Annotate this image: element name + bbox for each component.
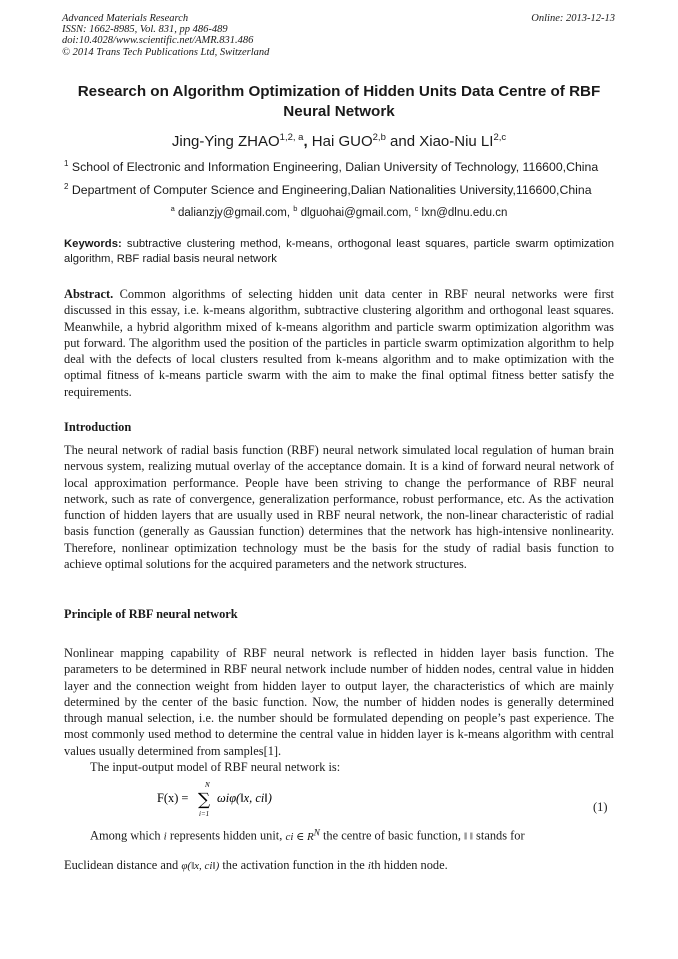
math-ci-expression: ci ∈ R (285, 830, 314, 843)
model-intro-line: The input-output model of RBF neural network is: (90, 760, 341, 774)
principle-paragraph: Nonlinear mapping capability of RBF neural network is reflected in hidden layer basis function. The parameters to be determined in RBF neural network include number of hidden nodes, central value in hidden layer and the connection weight from hidden layer to output layer, the characteristics of which are mainly determined by the center of the basic function. Now, the number of hidden nodes is generally determined through manual selection, i.e. the number should be formulated depending on people’s past experience. The most commonly used method to determine the central value in hidden layer is k-means algorithm with central values usually determined from samples[1]. (64, 646, 614, 758)
author-superscript: 2,c (493, 132, 507, 143)
section-heading-introduction: Introduction (64, 420, 132, 434)
variable-description-line-1 (90, 824, 620, 845)
author-separator: , (303, 133, 312, 150)
journal-doi: doi:10.4028/www.scientific.net/AMR.831.486 (62, 35, 254, 47)
email-superscript: b (293, 204, 298, 213)
description-text: the centre of basic function, (319, 828, 465, 843)
journal-issn: ISSN: 1662-8985, Vol. 831, pp 486-489 (62, 24, 228, 36)
description-text: Among which (90, 828, 164, 843)
author-separator: and (385, 133, 420, 150)
math-var-i: i (367, 860, 371, 872)
affiliation-text: Department of Computer Science and Engineering,Dalian Nationalities University,116600,China (71, 183, 592, 197)
description-text: stands for (472, 828, 525, 843)
math-ci-in-rn (285, 827, 320, 843)
author-superscript: 2,b (372, 132, 386, 143)
email-address: dlguohai@gmail.com, (300, 207, 415, 219)
description-text: represents hidden unit, (166, 828, 286, 843)
sum-sign: ∑ (198, 790, 211, 810)
email-address: lxn@dlnu.edu.cn (421, 207, 508, 219)
introduction-paragraph: The neural network of radial basis function (RBF) neural network simulated local regulation of human brain nervous system, realizing mutual overlay of the acceptance domain. It is a kind of forward neural network of local approximation performance. People have been striving to change the performance of RBF neural network, such as rate of convergence, generalization performance, robust performance, etc. As the activation function of hidden layers that are usually used in RBF neural network, the non-linear characteristic of radial basis function (generally as Gaussian function) determines that the network has high-intensive nonlinearity. Therefore, nonlinear optimization technology must be the basis for the study of radial basis function to achieve optimal solutions for the acquired parameters and the network structures. (64, 443, 614, 572)
math-norm-symbol: ‖ ‖ (464, 830, 473, 843)
keywords (64, 237, 614, 266)
author-name: Xiao-Niu LI (419, 133, 494, 150)
author-list (60, 129, 618, 151)
equation-lhs: F(x) = (157, 791, 189, 805)
section-heading-principle: Principle of RBF neural network (64, 607, 238, 621)
affiliation (64, 157, 624, 174)
abstract-label: Abstract. (64, 287, 114, 301)
equation-number: (1) (593, 800, 608, 814)
author-emails (60, 202, 618, 220)
abstract (64, 286, 614, 400)
math-var-i: i (163, 830, 167, 843)
affiliation-number: 1 (64, 159, 69, 168)
description-text: the activation function in the (219, 858, 368, 872)
affiliation (64, 180, 624, 197)
equation-term: ωiφ(‖x, ci‖) (217, 791, 272, 805)
email-superscript: c (414, 204, 419, 213)
affiliation-text: School of Electronic and Information Engineering, Dalian University of Technology, 116600,China (71, 160, 599, 174)
keywords-label: Keywords: (64, 238, 122, 250)
affiliation-number: 2 (64, 182, 69, 191)
journal-header (62, 13, 615, 58)
sum-upper-limit: N (205, 781, 210, 789)
description-text: th hidden node. (370, 858, 448, 872)
email-superscript: a (170, 204, 175, 213)
paper-title: Research on Algorithm Optimization of Hidden Units Data Centre of RBF Neural Network (77, 83, 601, 120)
email-address: dalianzjy@gmail.com, (178, 207, 294, 219)
math-superscript-n: N (313, 827, 320, 837)
abstract-text: Common algorithms of selecting hidden unit data center in RBF neural networks were first discussed in this essay, i.e. k-means algorithm, subtractive clustering algorithm and orthogonal least squares. Meanwhile, a hybrid algorithm mixed of k-means algorithm and particle swarm optimization algorithm was put forward. The algorithm used the position of the particles in particle swarm optimization algorithm to help deal with the defects of local clusters resulted from k-means algorithm and to make optimization with the optimal fitness of k-means particle swarm with the aim to make the final optimal fitness better satisfy the requirements. (64, 287, 614, 399)
equation-1 (157, 779, 317, 819)
math-phi-expression: φ(‖x, ci‖) (181, 860, 220, 872)
author-name: Hai GUO (311, 133, 373, 150)
online-date: Online: 2013-12-13 (531, 13, 615, 24)
variable-description-line-2 (64, 857, 448, 874)
keywords-text: subtractive clustering method, k-means, orthogonal least squares, particle swarm optimization algorithm, RBF radial basis neural network (64, 238, 615, 265)
journal-copyright: © 2014 Trans Tech Publications Ltd, Switzerland (62, 46, 270, 58)
description-text: Euclidean distance and (64, 858, 182, 872)
author-superscript: 1,2, a (279, 132, 304, 143)
sum-lower-limit: i=1 (199, 810, 210, 818)
author-name: Jing-Ying ZHAO (171, 133, 280, 150)
journal-name: Advanced Materials Research (62, 13, 189, 24)
